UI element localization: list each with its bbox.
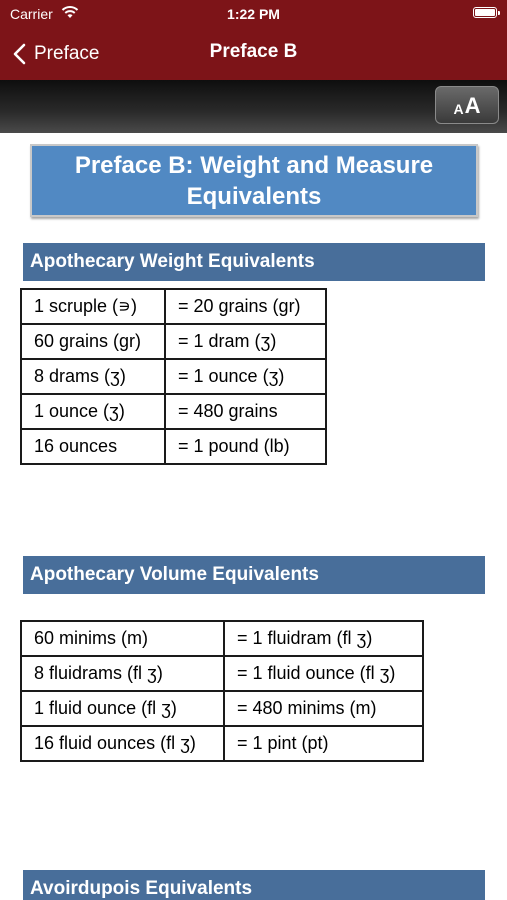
volume-table <box>20 620 424 762</box>
table-row <box>21 656 423 691</box>
navigation-bar <box>0 28 507 80</box>
table-cell: 60 minims (m) <box>21 621 224 656</box>
table-cell: 8 drams (ʒ) <box>21 359 165 394</box>
weight-table <box>20 288 327 465</box>
table-row <box>21 691 423 726</box>
nav-title: Preface B <box>209 41 298 62</box>
battery-tip-icon <box>498 11 500 15</box>
table-cell: 1 fluid ounce (fl ʒ) <box>21 691 224 726</box>
table-cell: = 480 minims (m) <box>224 691 423 726</box>
section-header-volume: Apothecary Volume Equivalents <box>23 556 485 594</box>
carrier-label: Carrier <box>10 6 53 22</box>
table-cell: = 1 dram (ʒ) <box>165 324 326 359</box>
table-cell: 60 grains (gr) <box>21 324 165 359</box>
status-time: 1:22 PM <box>227 6 280 22</box>
table-cell: 1 ounce (ʒ) <box>21 394 165 429</box>
table-cell: = 1 ounce (ʒ) <box>165 359 326 394</box>
table-row <box>21 429 326 464</box>
table-row <box>21 394 326 429</box>
toolbar <box>0 80 507 133</box>
table-cell: = 480 grains <box>165 394 326 429</box>
status-bar <box>0 0 507 28</box>
font-size-large-a: A <box>464 93 481 118</box>
table-cell: = 1 pint (pt) <box>224 726 423 761</box>
table-row <box>21 726 423 761</box>
table-cell: = 1 fluid ounce (fl ʒ) <box>224 656 423 691</box>
table-row <box>21 324 326 359</box>
table-cell: = 1 pound (lb) <box>165 429 326 464</box>
page-title: Preface B: Weight and Measure Equivalents <box>30 144 478 217</box>
content-area[interactable] <box>0 133 507 900</box>
table-row <box>21 621 423 656</box>
section-header-weight: Apothecary Weight Equivalents <box>23 243 485 281</box>
table-cell: 1 scruple (∍) <box>21 289 165 324</box>
font-size-small-a: A <box>453 101 464 117</box>
table-row <box>21 359 326 394</box>
table-cell: 16 fluid ounces (fl ʒ) <box>21 726 224 761</box>
table-row <box>21 289 326 324</box>
section-header-avoirdupois: Avoirdupois Equivalents <box>23 870 485 900</box>
table-cell: 8 fluidrams (fl ʒ) <box>21 656 224 691</box>
table-cell: = 1 fluidram (fl ʒ) <box>224 621 423 656</box>
table-cell: = 20 grains (gr) <box>165 289 326 324</box>
table-cell: 16 ounces <box>21 429 165 464</box>
back-button-label: Preface <box>34 43 100 64</box>
font-size-button[interactable] <box>435 86 499 124</box>
battery-icon <box>473 7 497 18</box>
